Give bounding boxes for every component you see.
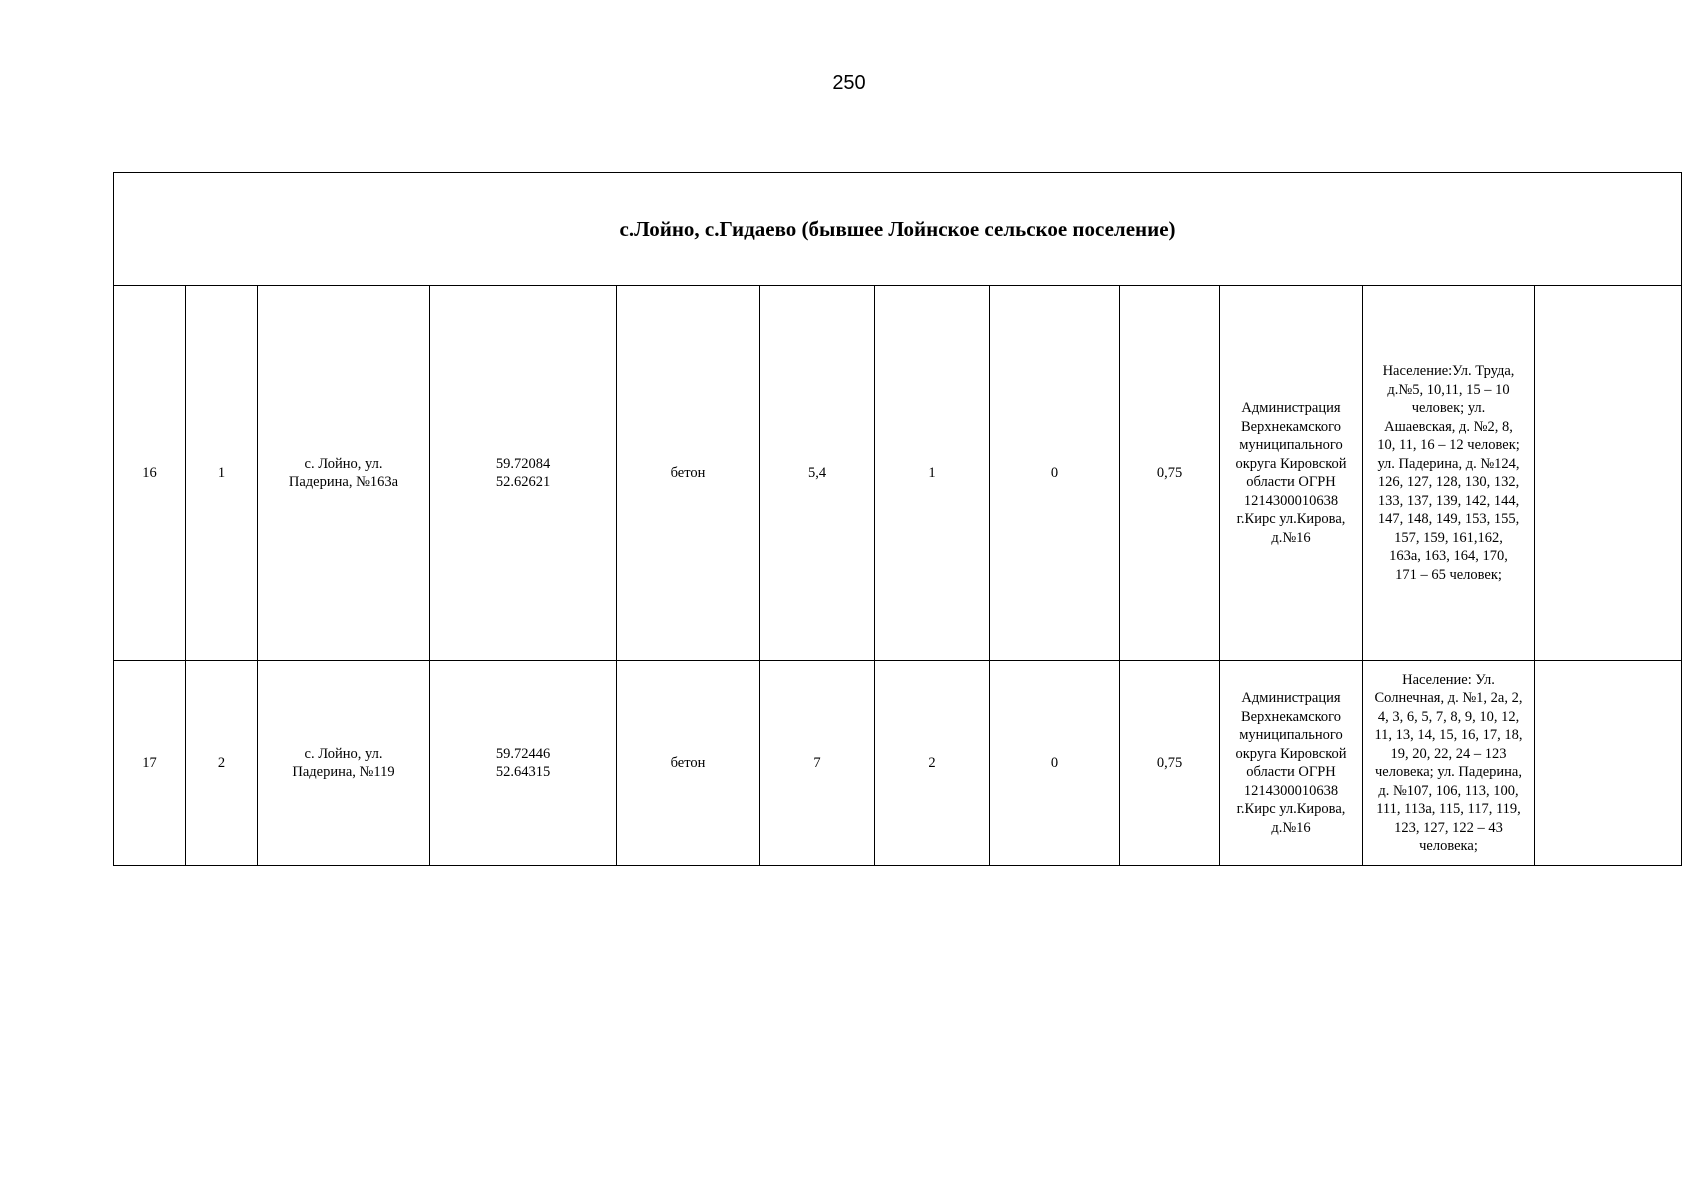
longitude: 52.62621 — [495, 474, 551, 490]
section-title: с.Лойно, с.Гидаево (бывшее Лойнское сельское поселение) — [114, 173, 1682, 286]
waste-sources — [1363, 286, 1535, 661]
containers-existing: 0 — [990, 661, 1120, 866]
row-index: 17 — [114, 661, 186, 866]
page-number: 250 — [832, 72, 866, 94]
site-coordinates — [430, 661, 617, 866]
site-owner — [1220, 661, 1363, 866]
surface-type: бетон — [617, 286, 760, 661]
row-number: 2 — [186, 661, 258, 866]
site-owner-text: Администрация Верхнекамского муниципального округа Кировской области ОГРН 1214300010638 г.Кирс ул.Кирова, д.№16 — [1235, 400, 1347, 546]
container-volume: 0,75 — [1120, 286, 1220, 661]
longitude: 52.64315 — [495, 764, 551, 780]
site-area: 7 — [760, 661, 875, 866]
waste-sources — [1363, 661, 1535, 866]
site-area: 5,4 — [760, 286, 875, 661]
waste-sources-text: Население:Ул. Труда, д.№5, 10,11, 15 – 10 человек; ул. Ашаевская, д. №2, 8, 10, 11, 16 – 12 человек; ул. Падерина, д. №124, 126, 127, 128, 130, 132, 133, 137, 139, 142, 144, 147, 148, 149, 153, 155, 157, 159, 161,162, 163а, 163, 164, 170, 171 – 65 человек; — [1377, 363, 1520, 583]
waste-sites-table — [113, 172, 1682, 866]
site-owner-text: Администрация Верхнекамского муниципального округа Кировской области ОГРН 1214300010638 г.Кирс ул.Кирова, д.№16 — [1235, 690, 1347, 836]
row-index: 16 — [114, 286, 186, 661]
latitude: 59.72446 — [495, 745, 551, 762]
site-owner — [1220, 286, 1363, 661]
site-address — [258, 661, 430, 866]
container-volume: 0,75 — [1120, 661, 1220, 866]
site-address-text: с. Лойно, ул. Падерина, №119 — [292, 745, 395, 780]
table-row — [114, 661, 1682, 866]
containers-planned: 1 — [875, 286, 990, 661]
containers-existing: 0 — [990, 286, 1120, 661]
site-address-text: с. Лойно, ул. Падерина, №163а — [288, 455, 399, 490]
site-address — [258, 286, 430, 661]
site-coordinates — [430, 286, 617, 661]
row-number: 1 — [186, 286, 258, 661]
notes — [1535, 661, 1682, 866]
latitude: 59.72084 — [495, 455, 551, 472]
section-header-row — [114, 173, 1682, 286]
waste-sources-text: Население: Ул. Солнечная, д. №1, 2а, 2, 4, 3, 6, 5, 7, 8, 9, 10, 12, 11, 13, 14, 15, 16, 17, 18, 19, 20, 22, 24 – 123 человека; ул. Падерина, д. №107, 106, 113, 100, 111, 113а, 115, 117, 119, 123, 127, 122 – 43 человека; — [1374, 671, 1523, 854]
table-row — [114, 286, 1682, 661]
notes — [1535, 286, 1682, 661]
surface-type: бетон — [617, 661, 760, 866]
containers-planned: 2 — [875, 661, 990, 866]
